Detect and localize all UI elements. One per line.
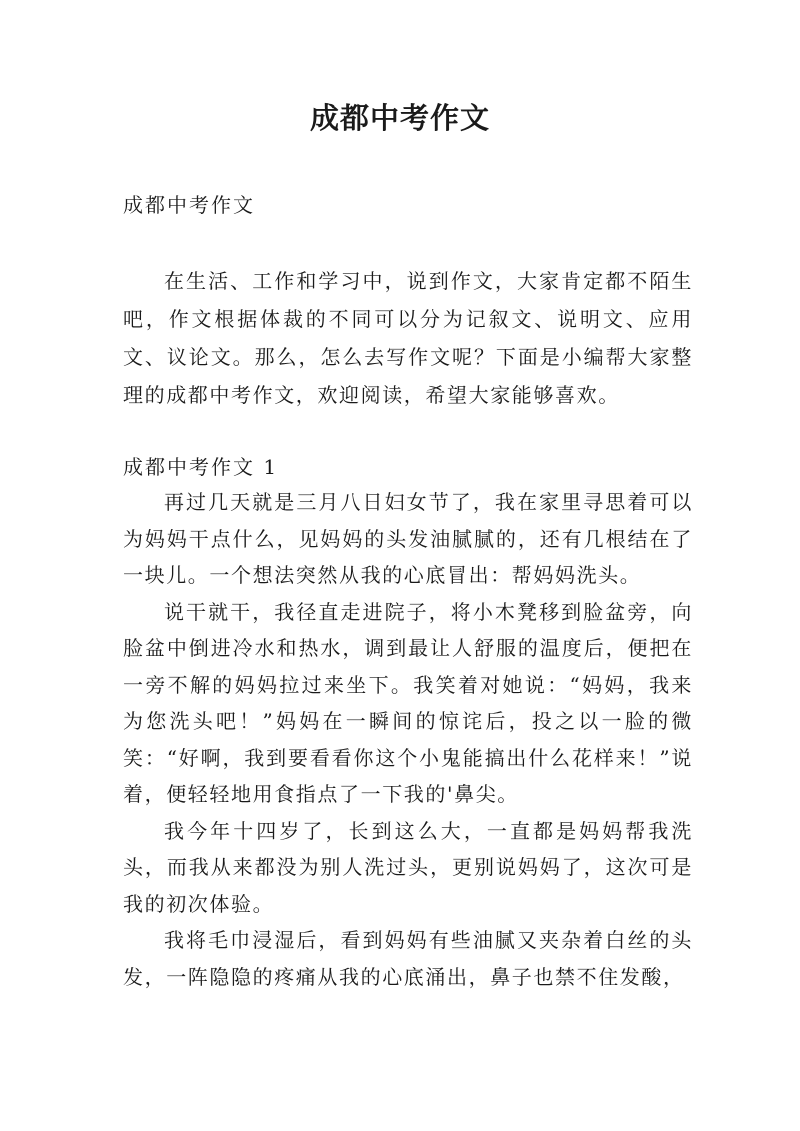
intro-paragraph: 在生活、工作和学习中，说到作文，大家肯定都不陌生吧，作文根据体裁的不同可以分为记叙文、说明文、应用文、议论文。那么，怎么去写作文呢？下面是小编帮大家整理的成都中考作文，欢迎阅读，希望大家能够喜欢。 (123, 269, 693, 407)
essay-paragraph: 我将毛巾浸湿后，看到妈妈有些油腻又夹杂着白丝的头发，一阵隐隐的疼痛从我的心底涌出，鼻子也禁不住发酸， (123, 928, 693, 989)
essay-body (123, 484, 693, 995)
section-heading: 成都中考作文 1 (123, 455, 279, 479)
document-subtitle: 成都中考作文 (123, 193, 255, 217)
document-title: 成都中考作文 (309, 101, 490, 135)
essay-paragraph: 我今年十四岁了，长到这么大，一直都是妈妈帮我洗头，而我从来都没为别人洗过头，更别说妈妈了，这次可是我的初次体验。 (123, 818, 693, 916)
essay-paragraph: 再过几天就是三月八日妇女节了，我在家里寻思着可以为妈妈干点什么，见妈妈的头发油腻腻的，还有几根结在了一块儿。一个想法突然从我的心底冒出：帮妈妈洗头。 (123, 490, 693, 587)
essay-paragraph: 说干就干，我径直走进院子，将小木凳移到脸盆旁，向脸盆中倒进冷水和热水，调到最让人舒服的温度后，便把在一旁不解的妈妈拉过来坐下。我笑着对她说：“妈妈，我来为您洗头吧！”妈妈在一瞬间的惊诧后，投之以一脸的微笑：“好啊，我到要看看你这个小鬼能搞出什么花样来！”说着，便轻轻地用食指点了一下我的'鼻尖。 (123, 599, 693, 806)
